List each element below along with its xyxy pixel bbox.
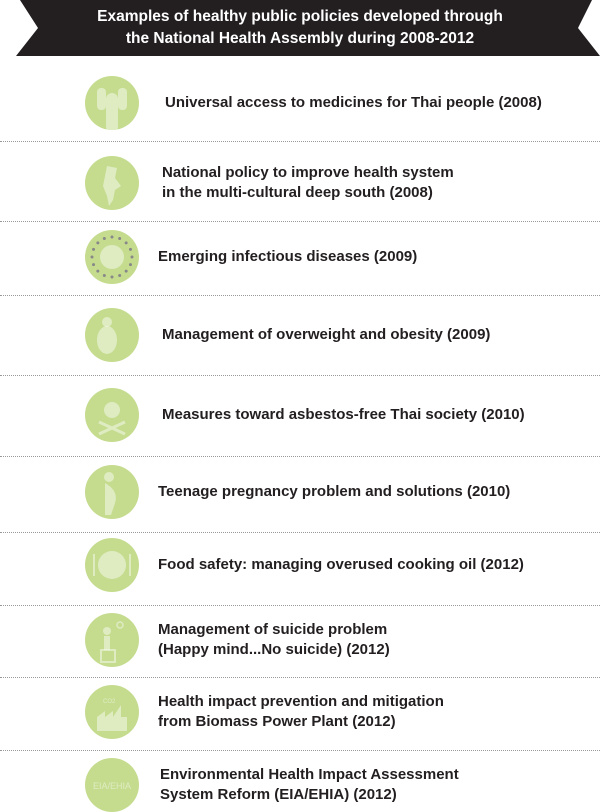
policy-line1: Health impact prevention and mitigation xyxy=(158,693,444,710)
policy-line1: Food safety: managing overused cooking oil (2012) xyxy=(158,556,524,573)
obesity-icon xyxy=(85,308,139,362)
policy-label xyxy=(158,247,417,267)
policy-line1: Management of suicide problem xyxy=(158,621,388,638)
policy-line2: System Reform (EIA/EHIA) (2012) xyxy=(160,786,397,803)
divider xyxy=(0,605,600,606)
policy-line1: Teenage pregnancy problem and solutions (2010) xyxy=(158,483,511,500)
policy-line2: from Biomass Power Plant (2012) xyxy=(158,713,396,730)
policy-label xyxy=(160,765,459,805)
co2-label: CO2 xyxy=(103,699,116,705)
policy-line1: Environmental Health Impact Assessment xyxy=(160,766,459,783)
eia-ehia-icon xyxy=(85,758,139,812)
policy-label xyxy=(158,620,390,660)
divider xyxy=(0,295,600,296)
policy-label xyxy=(162,405,525,425)
policy-line1: Universal access to medicines for Thai people (2008) xyxy=(165,94,542,111)
divider xyxy=(0,750,600,751)
pills-icon xyxy=(85,76,139,130)
policy-label xyxy=(165,93,542,113)
divider xyxy=(0,456,600,457)
divider xyxy=(0,532,600,533)
policy-line2: (Happy mind...No suicide) (2012) xyxy=(158,641,390,658)
title-line1: Examples of healthy public policies developed through xyxy=(97,8,503,25)
policy-line1: Emerging infectious diseases (2009) xyxy=(158,248,418,265)
thailand-map-icon xyxy=(85,156,139,210)
policy-line2: in the multi-cultural deep south (2008) xyxy=(162,184,433,201)
policy-line1: Measures toward asbestos-free Thai society (2010) xyxy=(162,406,525,423)
skull-crossbones-icon xyxy=(85,388,139,442)
pregnancy-icon xyxy=(85,465,139,519)
divider xyxy=(0,375,600,376)
divider xyxy=(0,221,600,222)
divider xyxy=(0,141,600,142)
policy-label xyxy=(158,692,444,732)
policy-label xyxy=(158,482,510,502)
policy-label xyxy=(162,325,490,345)
page-title xyxy=(0,0,600,56)
policy-line1: Management of overweight and obesity (2009) xyxy=(162,326,491,343)
suicide-icon xyxy=(85,613,139,667)
policy-line1: National policy to improve health system xyxy=(162,164,454,181)
divider xyxy=(0,677,600,678)
policy-label xyxy=(158,555,524,575)
virus-icon xyxy=(85,230,139,284)
title-line2: the National Health Assembly during 2008-2012 xyxy=(125,30,475,47)
eia-label: EIA/EHIA xyxy=(92,781,132,791)
factory-icon xyxy=(85,685,139,739)
policy-label xyxy=(162,163,454,203)
plate-icon xyxy=(85,538,139,592)
